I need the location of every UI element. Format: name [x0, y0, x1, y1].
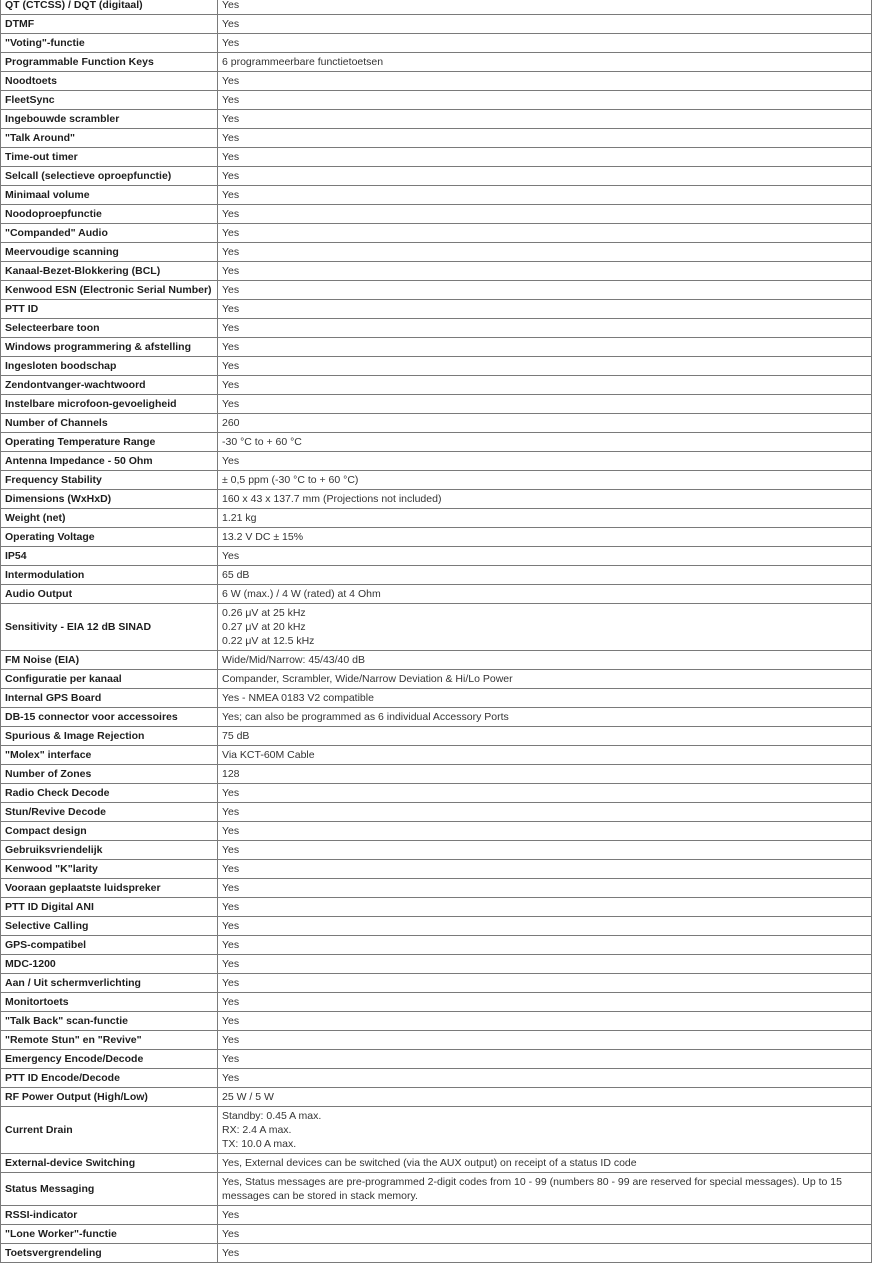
spec-row — [1, 509, 872, 528]
spec-value — [218, 433, 872, 452]
spec-label: FM Noise (EIA) — [1, 651, 218, 670]
spec-row — [1, 0, 872, 15]
spec-label: DTMF — [1, 15, 218, 34]
spec-value-line: 160 x 43 x 137.7 mm (Projections not included) — [222, 493, 442, 505]
spec-value-line: Yes — [222, 303, 240, 315]
spec-value — [218, 490, 872, 509]
spec-label: "Remote Stun" en "Revive" — [1, 1031, 218, 1050]
spec-row — [1, 1206, 872, 1225]
spec-value — [218, 91, 872, 110]
spec-value — [218, 72, 872, 91]
spec-value-line: Yes — [222, 189, 240, 201]
spec-value-line: 1.21 kg — [222, 512, 257, 524]
spec-row — [1, 490, 872, 509]
spec-value-line: Yes — [222, 825, 240, 837]
spec-label: Weight (net) — [1, 509, 218, 528]
spec-row — [1, 243, 872, 262]
spec-value-line: Yes — [222, 94, 240, 106]
spec-label: Selecteerbare toon — [1, 319, 218, 338]
spec-row — [1, 205, 872, 224]
spec-row — [1, 822, 872, 841]
spec-row — [1, 300, 872, 319]
spec-label: Intermodulation — [1, 566, 218, 585]
spec-value — [218, 1173, 872, 1206]
spec-label: "Talk Around" — [1, 129, 218, 148]
spec-value-line: Yes — [222, 844, 240, 856]
spec-value — [218, 414, 872, 433]
spec-label: Status Messaging — [1, 1173, 218, 1206]
spec-value-line: TX: 10.0 A max. — [222, 1138, 297, 1150]
spec-value — [218, 15, 872, 34]
spec-row — [1, 803, 872, 822]
spec-row — [1, 129, 872, 148]
spec-label: RSSI-indicator — [1, 1206, 218, 1225]
spec-value-line: Yes — [222, 1228, 240, 1240]
spec-value — [218, 727, 872, 746]
spec-row — [1, 414, 872, 433]
spec-value-line: Yes; can also be programmed as 6 individual Accessory Ports — [222, 711, 509, 723]
spec-label: Selcall (selectieve oproepfunctie) — [1, 167, 218, 186]
spec-value — [218, 708, 872, 727]
spec-value-line: 65 dB — [222, 569, 250, 581]
spec-value-line: Yes — [222, 284, 240, 296]
spec-value-line: 0.27 μV at 20 kHz — [222, 621, 306, 633]
spec-row — [1, 167, 872, 186]
spec-value — [218, 585, 872, 604]
spec-value-line: Compander, Scrambler, Wide/Narrow Deviation & Hi/Lo Power — [222, 673, 513, 685]
spec-value-line: Yes — [222, 246, 240, 258]
spec-value — [218, 1069, 872, 1088]
spec-value — [218, 395, 872, 414]
spec-label: Configuratie per kanaal — [1, 670, 218, 689]
spec-value — [218, 841, 872, 860]
spec-label: Radio Check Decode — [1, 784, 218, 803]
spec-value-line: 260 — [222, 417, 240, 429]
spec-value — [218, 860, 872, 879]
spec-label: "Molex" interface — [1, 746, 218, 765]
spec-row — [1, 993, 872, 1012]
spec-label: RF Power Output (High/Low) — [1, 1088, 218, 1107]
spec-row — [1, 784, 872, 803]
spec-value — [218, 955, 872, 974]
spec-row — [1, 395, 872, 414]
spec-value — [218, 651, 872, 670]
spec-value-line: Yes — [222, 398, 240, 410]
spec-value — [218, 0, 872, 15]
spec-value-line: Standby: 0.45 A max. — [222, 1110, 322, 1122]
spec-row — [1, 471, 872, 490]
spec-value-line: Yes — [222, 1053, 240, 1065]
spec-label: Ingesloten boodschap — [1, 357, 218, 376]
spec-label: DB-15 connector voor accessoires — [1, 708, 218, 727]
spec-value-line: Yes — [222, 379, 240, 391]
spec-value-line: Yes — [222, 787, 240, 799]
spec-value-line: Yes — [222, 939, 240, 951]
spec-label: Dimensions (WxHxD) — [1, 490, 218, 509]
spec-value-line: ± 0,5 ppm (-30 °C to + 60 °C) — [222, 474, 359, 486]
spec-row — [1, 917, 872, 936]
spec-value — [218, 822, 872, 841]
spec-row — [1, 262, 872, 281]
spec-label: Toetsvergrendeling — [1, 1244, 218, 1263]
spec-row — [1, 281, 872, 300]
spec-label: Spurious & Image Rejection — [1, 727, 218, 746]
spec-value-line: Yes, External devices can be switched (via the AUX output) on receipt of a status ID code — [222, 1157, 637, 1169]
spec-value-line: Yes — [222, 208, 240, 220]
spec-value-line: Yes — [222, 996, 240, 1008]
spec-label: Emergency Encode/Decode — [1, 1050, 218, 1069]
spec-value — [218, 1206, 872, 1225]
spec-row — [1, 148, 872, 167]
spec-value — [218, 300, 872, 319]
spec-value-line: Yes — [222, 132, 240, 144]
spec-value-line: Yes — [222, 1072, 240, 1084]
spec-label: IP54 — [1, 547, 218, 566]
spec-label: Selective Calling — [1, 917, 218, 936]
spec-row — [1, 1031, 872, 1050]
spec-row — [1, 689, 872, 708]
spec-row — [1, 433, 872, 452]
spec-row — [1, 746, 872, 765]
spec-row — [1, 860, 872, 879]
spec-value — [218, 509, 872, 528]
spec-row — [1, 186, 872, 205]
spec-label: Vooraan geplaatste luidspreker — [1, 879, 218, 898]
spec-row — [1, 936, 872, 955]
spec-value — [218, 528, 872, 547]
spec-label: Kenwood ESN (Electronic Serial Number) — [1, 281, 218, 300]
spec-row — [1, 357, 872, 376]
spec-value — [218, 1107, 872, 1154]
spec-value — [218, 452, 872, 471]
spec-value-line: Yes — [222, 37, 240, 49]
spec-value-line: Yes — [222, 958, 240, 970]
spec-row — [1, 651, 872, 670]
spec-value — [218, 186, 872, 205]
spec-label: Current Drain — [1, 1107, 218, 1154]
spec-value-line: Yes — [222, 550, 240, 562]
spec-row — [1, 34, 872, 53]
spec-value — [218, 262, 872, 281]
spec-row — [1, 72, 872, 91]
spec-value-line: Yes — [222, 863, 240, 875]
spec-row — [1, 898, 872, 917]
spec-value-line: 6 programmeerbare functietoetsen — [222, 56, 384, 68]
spec-value — [218, 898, 872, 917]
spec-value — [218, 167, 872, 186]
spec-label: External-device Switching — [1, 1154, 218, 1173]
spec-label: PTT ID Digital ANI — [1, 898, 218, 917]
spec-row — [1, 91, 872, 110]
spec-row — [1, 1154, 872, 1173]
spec-label: Operating Temperature Range — [1, 433, 218, 452]
spec-value — [218, 689, 872, 708]
spec-value — [218, 34, 872, 53]
spec-value — [218, 224, 872, 243]
spec-label: Time-out timer — [1, 148, 218, 167]
spec-row — [1, 1050, 872, 1069]
spec-value — [218, 471, 872, 490]
spec-label: Gebruiksvriendelijk — [1, 841, 218, 860]
spec-value-line: Yes — [222, 0, 240, 11]
spec-value-line: Yes — [222, 341, 240, 353]
spec-value-line: Yes — [222, 882, 240, 894]
spec-label: QT (CTCSS) / DQT (digitaal) — [1, 0, 218, 15]
spec-label: "Lone Worker"-functie — [1, 1225, 218, 1244]
spec-value — [218, 1031, 872, 1050]
spec-value — [218, 803, 872, 822]
spec-value-line: Yes — [222, 75, 240, 87]
spec-value — [218, 974, 872, 993]
spec-value — [218, 1225, 872, 1244]
spec-value-line: Yes — [222, 1034, 240, 1046]
spec-value-line: Yes - NMEA 0183 V2 compatible — [222, 692, 374, 704]
spec-row — [1, 1107, 872, 1154]
spec-value-line: 13.2 V DC ± 15% — [222, 531, 304, 543]
spec-value — [218, 1050, 872, 1069]
spec-label: Number of Zones — [1, 765, 218, 784]
spec-label: FleetSync — [1, 91, 218, 110]
spec-label: PTT ID — [1, 300, 218, 319]
spec-value — [218, 338, 872, 357]
spec-label: Compact design — [1, 822, 218, 841]
spec-value — [218, 1012, 872, 1031]
spec-label: "Talk Back" scan-functie — [1, 1012, 218, 1031]
spec-label: Meervoudige scanning — [1, 243, 218, 262]
spec-row — [1, 110, 872, 129]
spec-label: "Companded" Audio — [1, 224, 218, 243]
spec-row — [1, 338, 872, 357]
spec-value-line: Yes — [222, 265, 240, 277]
spec-value-line: Yes — [222, 920, 240, 932]
spec-label: Noodtoets — [1, 72, 218, 91]
spec-value — [218, 765, 872, 784]
spec-value — [218, 917, 872, 936]
spec-row — [1, 15, 872, 34]
spec-value-line: Yes — [222, 806, 240, 818]
spec-value-line: Yes — [222, 170, 240, 182]
spec-value — [218, 670, 872, 689]
spec-label: Instelbare microfoon-gevoeligheid — [1, 395, 218, 414]
spec-row — [1, 566, 872, 585]
spec-row — [1, 955, 872, 974]
spec-label: Programmable Function Keys — [1, 53, 218, 72]
spec-row — [1, 1088, 872, 1107]
spec-value — [218, 746, 872, 765]
spec-value-line: 128 — [222, 768, 240, 780]
spec-value — [218, 376, 872, 395]
spec-label: PTT ID Encode/Decode — [1, 1069, 218, 1088]
spec-label: Zendontvanger-wachtwoord — [1, 376, 218, 395]
spec-label: Internal GPS Board — [1, 689, 218, 708]
spec-value-line: Yes, Status messages are pre-programmed 2-digit codes from 10 - 99 (numbers 80 - 99 are reserved for special messages). Up to 15 messages can be stored in stack memory. — [222, 1176, 842, 1202]
spec-value — [218, 604, 872, 651]
spec-value-line: 6 W (max.) / 4 W (rated) at 4 Ohm — [222, 588, 381, 600]
spec-label: Sensitivity - EIA 12 dB SINAD — [1, 604, 218, 651]
spec-label: Minimaal volume — [1, 186, 218, 205]
spec-row — [1, 1012, 872, 1031]
spec-value-line: Yes — [222, 901, 240, 913]
spec-row — [1, 547, 872, 566]
spec-label: Aan / Uit schermverlichting — [1, 974, 218, 993]
spec-value-line: 75 dB — [222, 730, 250, 742]
spec-row — [1, 670, 872, 689]
spec-value — [218, 936, 872, 955]
spec-value — [218, 110, 872, 129]
spec-value-line: Yes — [222, 1247, 240, 1259]
spec-value-line: Yes — [222, 360, 240, 372]
spec-value — [218, 547, 872, 566]
spec-row — [1, 224, 872, 243]
specifications-table-body — [1, 0, 872, 1263]
spec-value-line: -30 °C to + 60 °C — [222, 436, 302, 448]
spec-value-line: Yes — [222, 18, 240, 30]
spec-label: Operating Voltage — [1, 528, 218, 547]
spec-value — [218, 1244, 872, 1263]
spec-value — [218, 129, 872, 148]
spec-value-line: Yes — [222, 151, 240, 163]
spec-value — [218, 53, 872, 72]
spec-row — [1, 708, 872, 727]
spec-row — [1, 1225, 872, 1244]
spec-value-line: Wide/Mid/Narrow: 45/43/40 dB — [222, 654, 365, 666]
spec-value-line: 25 W / 5 W — [222, 1091, 274, 1103]
spec-row — [1, 727, 872, 746]
spec-value-line: RX: 2.4 A max. — [222, 1124, 292, 1136]
spec-row — [1, 974, 872, 993]
spec-value — [218, 993, 872, 1012]
spec-label: Kenwood "K"larity — [1, 860, 218, 879]
spec-label: Stun/Revive Decode — [1, 803, 218, 822]
spec-value — [218, 879, 872, 898]
spec-value — [218, 243, 872, 262]
spec-value — [218, 784, 872, 803]
spec-row — [1, 528, 872, 547]
spec-label: Windows programmering & afstelling — [1, 338, 218, 357]
spec-row — [1, 765, 872, 784]
spec-label: Audio Output — [1, 585, 218, 604]
spec-value — [218, 148, 872, 167]
spec-value-line: Yes — [222, 113, 240, 125]
spec-row — [1, 1173, 872, 1206]
spec-label: "Voting"-functie — [1, 34, 218, 53]
spec-row — [1, 879, 872, 898]
spec-value-line: 0.22 μV at 12.5 kHz — [222, 635, 315, 647]
spec-value-line: Yes — [222, 322, 240, 334]
spec-row — [1, 585, 872, 604]
spec-row — [1, 53, 872, 72]
spec-value — [218, 566, 872, 585]
spec-label: Noodoproepfunctie — [1, 205, 218, 224]
spec-value-line: Yes — [222, 977, 240, 989]
spec-label: Ingebouwde scrambler — [1, 110, 218, 129]
spec-value-line: Yes — [222, 227, 240, 239]
spec-label: Frequency Stability — [1, 471, 218, 490]
spec-value-line: Via KCT-60M Cable — [222, 749, 315, 761]
spec-value — [218, 357, 872, 376]
spec-value — [218, 281, 872, 300]
spec-value — [218, 1154, 872, 1173]
spec-value-line: Yes — [222, 455, 240, 467]
spec-row — [1, 604, 872, 651]
spec-value-line: Yes — [222, 1015, 240, 1027]
spec-value-line: 0.26 μV at 25 kHz — [222, 607, 306, 619]
spec-label: Kanaal-Bezet-Blokkering (BCL) — [1, 262, 218, 281]
spec-row — [1, 376, 872, 395]
spec-value — [218, 319, 872, 338]
spec-value-line: Yes — [222, 1209, 240, 1221]
spec-row — [1, 841, 872, 860]
spec-row — [1, 319, 872, 338]
spec-label: Monitortoets — [1, 993, 218, 1012]
spec-label: Antenna Impedance - 50 Ohm — [1, 452, 218, 471]
spec-value — [218, 205, 872, 224]
spec-label: GPS-compatibel — [1, 936, 218, 955]
spec-label: Number of Channels — [1, 414, 218, 433]
spec-row — [1, 452, 872, 471]
spec-value — [218, 1088, 872, 1107]
spec-row — [1, 1069, 872, 1088]
spec-label: MDC-1200 — [1, 955, 218, 974]
spec-row — [1, 1244, 872, 1263]
